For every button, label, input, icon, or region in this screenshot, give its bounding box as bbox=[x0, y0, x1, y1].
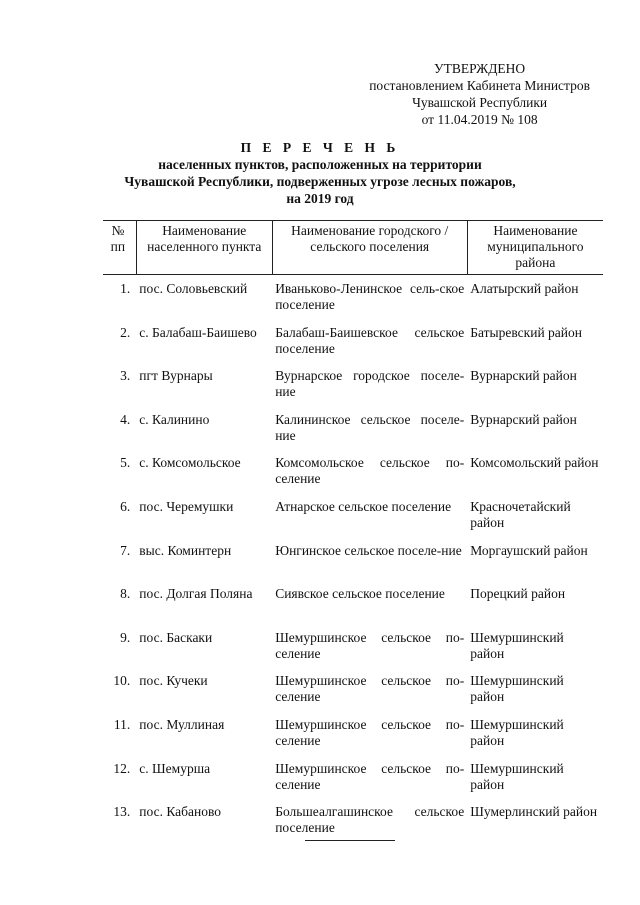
title-line-1: населенных пунктов, расположенных на территории bbox=[158, 157, 482, 172]
row-number: 11. bbox=[113, 716, 131, 732]
table-row bbox=[103, 368, 603, 412]
localities-table bbox=[103, 220, 603, 848]
row-locality: пос. Муллиная bbox=[139, 716, 225, 732]
table-header-row bbox=[103, 221, 603, 275]
table-row bbox=[103, 412, 603, 456]
row-district: Шемуршинский район bbox=[470, 760, 564, 792]
row-settlement: Шемуршинское сельское по-селение bbox=[275, 760, 465, 792]
row-settlement: Сиявское сельское поселение bbox=[275, 586, 445, 602]
row-settlement: Шемуршинское сельское по-селение bbox=[275, 716, 465, 748]
row-number: 5. bbox=[120, 455, 131, 471]
title-line-2: Чувашской Республики, подверженных угрозе лесных пожаров, bbox=[124, 174, 516, 189]
bottom-rule bbox=[305, 840, 395, 841]
row-settlement: Шемуршинское сельское по-селение bbox=[275, 673, 465, 705]
table-row bbox=[103, 455, 603, 499]
row-number: 1. bbox=[120, 281, 131, 296]
document-title bbox=[0, 139, 640, 207]
approval-authority: постановлением Кабинета Министров bbox=[369, 78, 590, 93]
row-locality: пос. Баскаки bbox=[139, 629, 213, 645]
row-number: 12. bbox=[113, 760, 131, 776]
row-locality: пос. Кучеки bbox=[139, 673, 208, 689]
title-heading: П Е Р Е Ч Е Н Ь bbox=[240, 140, 400, 155]
row-district: Батыревский район bbox=[470, 324, 582, 340]
table-row bbox=[103, 543, 603, 587]
title-line-3: на 2019 год bbox=[286, 191, 354, 206]
row-locality: выс. Коминтерн bbox=[139, 542, 232, 558]
row-number: 2. bbox=[120, 324, 131, 340]
table-row bbox=[103, 630, 603, 674]
table-row bbox=[103, 673, 603, 717]
header-settlement: Наименование городского / сельского поселения bbox=[272, 221, 467, 275]
table-row bbox=[103, 804, 603, 848]
row-locality: пос. Черемушки bbox=[139, 498, 234, 514]
row-district: Вурнарский район bbox=[470, 411, 577, 427]
table-row bbox=[103, 325, 603, 369]
row-settlement: Комсомольское сельское по-селение bbox=[275, 455, 465, 487]
table-row bbox=[103, 275, 603, 325]
row-settlement: Большеалгашинское сельское поселение bbox=[275, 804, 465, 836]
row-district: Шемуршинский район bbox=[470, 629, 564, 661]
header-locality: Наименование населенного пункта bbox=[136, 221, 272, 275]
row-settlement: Калининское сельское поселе-ние bbox=[275, 411, 465, 443]
header-district: Наименование муниципального района bbox=[467, 221, 603, 275]
row-district: Шемуршинский район bbox=[470, 673, 564, 705]
row-number: 9. bbox=[120, 629, 131, 645]
row-locality: с. Калинино bbox=[139, 411, 210, 427]
table-row bbox=[103, 717, 603, 761]
row-settlement: Юнгинское сельское поселе-ние bbox=[275, 542, 462, 558]
row-locality: пос. Кабаново bbox=[139, 804, 222, 820]
row-number: 8. bbox=[120, 586, 131, 602]
approval-block bbox=[369, 60, 590, 128]
approval-date-number: от 11.04.2019 № 108 bbox=[421, 112, 538, 127]
row-number: 13. bbox=[113, 804, 131, 820]
row-number: 7. bbox=[120, 542, 131, 558]
row-district: Алатырский район bbox=[470, 281, 579, 296]
row-district: Шумерлинский район bbox=[470, 804, 598, 820]
row-district: Вурнарский район bbox=[470, 368, 577, 384]
row-locality: с. Комсомольское bbox=[139, 455, 241, 471]
row-locality: с. Балабаш-Баишево bbox=[139, 324, 257, 340]
row-number: 6. bbox=[120, 498, 131, 514]
row-district: Комсомольский район bbox=[470, 455, 599, 471]
row-settlement: Балабаш-Баишевское сельское поселение bbox=[275, 324, 465, 356]
row-settlement: Атнарское сельское поселение bbox=[275, 498, 452, 514]
row-locality: пос. Долгая Поляна bbox=[139, 586, 253, 602]
row-settlement: Вурнарское городское поселе-ние bbox=[275, 368, 465, 400]
approval-status: УТВЕРЖДЕНО bbox=[434, 61, 526, 76]
table-row bbox=[103, 499, 603, 543]
row-district: Красночетайский район bbox=[470, 498, 571, 530]
row-number: 3. bbox=[120, 368, 131, 384]
row-district: Моргаушский район bbox=[470, 542, 588, 558]
row-number: 4. bbox=[120, 411, 131, 427]
row-locality: пгт Вурнары bbox=[139, 368, 213, 384]
table-row bbox=[103, 586, 603, 630]
row-locality: пос. Соловьевский bbox=[139, 281, 248, 296]
approval-republic: Чувашской Республики bbox=[412, 95, 548, 110]
header-num: № пп bbox=[103, 221, 136, 275]
row-number: 10. bbox=[113, 673, 131, 689]
row-district: Шемуршинский район bbox=[470, 716, 564, 748]
row-locality: с. Шемурша bbox=[139, 760, 211, 776]
table-row bbox=[103, 761, 603, 805]
row-settlement: Иваньково-Ленинское сель-ское поселение bbox=[275, 281, 465, 312]
row-district: Порецкий район bbox=[470, 586, 566, 602]
row-settlement: Шемуршинское сельское по-селение bbox=[275, 629, 465, 661]
